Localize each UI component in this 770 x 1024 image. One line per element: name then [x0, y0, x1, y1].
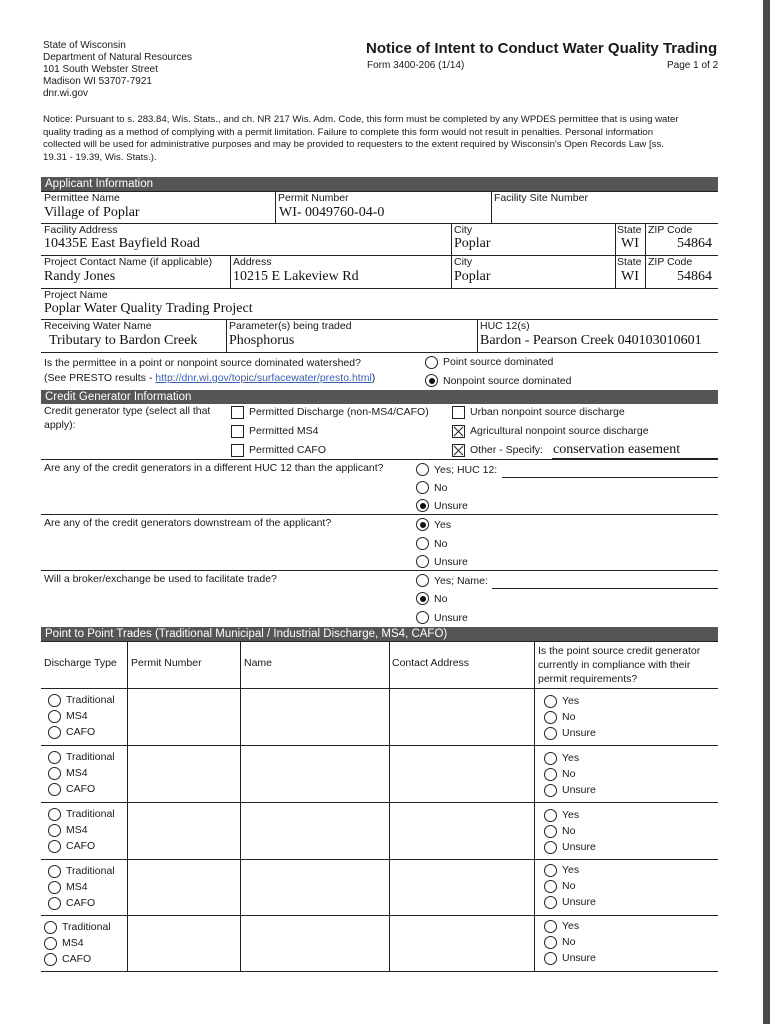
row3-cafo-radio[interactable] [48, 840, 61, 853]
row5-no-radio[interactable] [544, 936, 557, 949]
row5-cafo-label: CAFO [62, 953, 92, 965]
row5-unsure-label: Unsure [562, 952, 596, 964]
urban-nonpoint-label: Urban nonpoint source discharge [470, 406, 625, 418]
agency-line: dnr.wi.gov [43, 88, 89, 99]
other-checkbox[interactable] [452, 444, 465, 457]
row4-traditional-radio[interactable] [48, 865, 61, 878]
row2-ms4-label: MS4 [66, 767, 88, 779]
contact-state-label: State [617, 256, 642, 268]
contact-state-value[interactable]: WI [621, 269, 639, 284]
huc-yes-radio[interactable] [416, 463, 429, 476]
row5-yes-label: Yes [562, 920, 580, 932]
facility-zip-value[interactable]: 54864 [677, 236, 712, 251]
row1-ms4-label: MS4 [66, 710, 88, 722]
row1-cafo-radio[interactable] [48, 726, 61, 739]
row4-no-label: No [562, 880, 576, 892]
row2-traditional-label: Traditional [66, 751, 115, 763]
downstream-unsure-radio[interactable] [416, 555, 429, 568]
row2-cafo-radio[interactable] [48, 783, 61, 796]
facility-address-label: Facility Address [44, 224, 118, 236]
row4-unsure-radio[interactable] [544, 896, 557, 909]
permitted-cafo-checkbox[interactable] [231, 444, 244, 457]
facility-address-value[interactable]: 10435E East Bayfield Road [44, 236, 200, 251]
permit-number-value[interactable]: WI- 0049760-04-0 [279, 205, 385, 220]
row5-no-label: No [562, 936, 576, 948]
row1-traditional-radio[interactable] [48, 694, 61, 707]
row5-ms4-radio[interactable] [44, 937, 57, 950]
permitted-discharge-checkbox[interactable] [231, 406, 244, 419]
row3-no-radio[interactable] [544, 825, 557, 838]
contact-zip-value[interactable]: 54864 [677, 269, 712, 284]
huc-unsure-label: Unsure [434, 500, 468, 512]
permitted-cafo-label: Permitted CAFO [249, 444, 327, 456]
huc-label: HUC 12(s) [480, 320, 530, 332]
point-source-radio[interactable] [425, 356, 438, 369]
broker-unsure-radio[interactable] [416, 611, 429, 624]
compliance-header-line: Is the point source credit generator [538, 645, 701, 657]
row4-yes-label: Yes [562, 864, 580, 876]
row2-no-radio[interactable] [544, 768, 557, 781]
parameters-label: Parameter(s) being traded [229, 320, 352, 332]
compliance-header-line: currently in compliance with their [538, 659, 691, 671]
section-applicant-information: Applicant Information [41, 177, 718, 191]
form-title: Notice of Intent to Conduct Water Quality Trading [366, 40, 718, 57]
point-source-label: Point source dominated [443, 356, 554, 368]
row3-yes-label: Yes [562, 809, 580, 821]
nonpoint-source-label: Nonpoint source dominated [443, 375, 572, 387]
nonpoint-source-radio[interactable] [425, 374, 438, 387]
contact-city-label: City [454, 256, 473, 268]
row1-yes-label: Yes [562, 695, 580, 707]
row5-yes-radio[interactable] [544, 920, 557, 933]
row1-unsure-label: Unsure [562, 727, 596, 739]
row4-traditional-label: Traditional [66, 865, 115, 877]
agency-line: State of Wisconsin [43, 40, 126, 51]
downstream-unsure-label: Unsure [434, 556, 468, 568]
credit-type-label-2: apply): [44, 419, 76, 431]
agency-line: Department of Natural Resources [43, 52, 192, 63]
row5-traditional-label: Traditional [62, 921, 111, 933]
urban-nonpoint-checkbox[interactable] [452, 406, 465, 419]
row2-ms4-radio[interactable] [48, 767, 61, 780]
permit-number-label: Permit Number [278, 192, 349, 204]
permitted-ms4-checkbox[interactable] [231, 425, 244, 438]
watershed-question: Is the permittee in a point or nonpoint source dominated watershed? [44, 357, 361, 369]
row4-cafo-radio[interactable] [48, 897, 61, 910]
row3-traditional-radio[interactable] [48, 808, 61, 821]
compliance-header-line: permit requirements? [538, 673, 638, 685]
facility-site-number-label: Facility Site Number [494, 192, 588, 204]
broker-no-label: No [434, 593, 448, 605]
contact-zip-label: ZIP Code [648, 256, 693, 268]
row5-traditional-radio[interactable] [44, 921, 57, 934]
row3-yes-radio[interactable] [544, 809, 557, 822]
row1-no-label: No [562, 711, 576, 723]
huc-no-label: No [434, 482, 448, 494]
contact-address-value[interactable]: 10215 E Lakeview Rd [233, 269, 359, 284]
row1-unsure-radio[interactable] [544, 727, 557, 740]
row1-yes-radio[interactable] [544, 695, 557, 708]
agency-line: Madison WI 53707-7921 [43, 76, 152, 87]
notice-line: collected will be used for administrative purposes and may be provided to requesters to the extent required by Wisconsin's Open Records Law [ss. [43, 139, 664, 150]
downstream-yes-radio[interactable] [416, 518, 429, 531]
row4-yes-radio[interactable] [544, 864, 557, 877]
permitted-discharge-label: Permitted Discharge (non-MS4/CAFO) [249, 406, 429, 418]
huc-no-radio[interactable] [416, 481, 429, 494]
row3-ms4-label: MS4 [66, 824, 88, 836]
broker-question: Will a broker/exchange be used to facilitate trade? [44, 573, 277, 585]
downstream-yes-label: Yes [434, 519, 452, 531]
project-name-value[interactable]: Poplar Water Quality Trading Project [44, 301, 253, 316]
page-number: Page 1 of 2 [667, 60, 719, 71]
presto-link[interactable]: http://dnr.wi.gov/topic/surfacewater/presto.html [155, 372, 372, 384]
row2-unsure-label: Unsure [562, 784, 596, 796]
row2-unsure-radio[interactable] [544, 784, 557, 797]
agency-line: 101 South Webster Street [43, 64, 158, 75]
project-contact-label: Project Contact Name (if applicable) [44, 256, 213, 268]
permittee-name-label: Permittee Name [44, 192, 120, 204]
row4-ms4-radio[interactable] [48, 881, 61, 894]
row1-traditional-label: Traditional [66, 694, 115, 706]
notice-line: Notice: Pursuant to s. 283.84, Wis. Stats., and ch. NR 217 Wis. Adm. Code, this form must be completed by any WPDES permittee that is using water [43, 114, 679, 125]
huc-yes-label: Yes; HUC 12: [434, 464, 498, 476]
row3-traditional-label: Traditional [66, 808, 115, 820]
row4-ms4-label: MS4 [66, 881, 88, 893]
contact-city-value[interactable]: Poplar [454, 269, 491, 284]
state-label: State [617, 224, 642, 236]
row4-no-radio[interactable] [544, 880, 557, 893]
project-name-label: Project Name [44, 289, 108, 301]
broker-yes-radio[interactable] [416, 574, 429, 587]
agricultural-nonpoint-checkbox[interactable] [452, 425, 465, 438]
huc-question: Are any of the credit generators in a different HUC 12 than the applicant? [44, 462, 384, 474]
row2-cafo-label: CAFO [66, 783, 96, 795]
col-compliance [538, 644, 700, 686]
parameters-value[interactable]: Phosphorus [229, 333, 295, 348]
permittee-name-value[interactable]: Village of Poplar [44, 205, 140, 220]
broker-unsure-label: Unsure [434, 612, 468, 624]
row5-unsure-radio[interactable] [544, 952, 557, 965]
notice-text [43, 114, 719, 164]
form-number: Form 3400-206 (1/14) [367, 60, 465, 71]
presto-note-suffix: ) [371, 372, 376, 384]
row2-no-label: No [562, 768, 576, 780]
row3-cafo-label: CAFO [66, 840, 96, 852]
row3-no-label: No [562, 825, 576, 837]
other-specify-value[interactable]: conservation easement [553, 442, 681, 457]
row1-ms4-radio[interactable] [48, 710, 61, 723]
facility-city-value[interactable]: Poplar [454, 236, 491, 251]
huc-value[interactable]: Bardon - Pearson Creek 040103010601 [480, 333, 702, 348]
row1-no-radio[interactable] [544, 711, 557, 724]
row3-ms4-radio[interactable] [48, 824, 61, 837]
row5-ms4-label: MS4 [62, 937, 84, 949]
agricultural-nonpoint-label: Agricultural nonpoint source discharge [470, 425, 649, 437]
col-permit-number: Permit Number [131, 657, 202, 669]
scan-edge [763, 0, 770, 1024]
col-contact-address: Contact Address [392, 657, 470, 669]
watershed-presto-note [44, 372, 375, 384]
other-label: Other - Specify: [470, 444, 543, 456]
row2-traditional-radio[interactable] [48, 751, 61, 764]
facility-state-value[interactable]: WI [621, 236, 639, 251]
huc-unsure-radio[interactable] [416, 499, 429, 512]
row3-unsure-label: Unsure [562, 841, 596, 853]
agency-address [43, 40, 192, 100]
receiving-water-value[interactable]: Tributary to Bardon Creek [49, 333, 198, 348]
city-label: City [454, 224, 473, 236]
row3-unsure-radio[interactable] [544, 841, 557, 854]
notice-line: quality trading as a method of complying with a permit limitation. Failure to complete this form would not result in penalties. Personal information [43, 126, 654, 138]
project-contact-value[interactable]: Randy Jones [44, 269, 116, 284]
row2-yes-radio[interactable] [544, 752, 557, 765]
row2-yes-label: Yes [562, 752, 580, 764]
row5-cafo-radio[interactable] [44, 953, 57, 966]
col-discharge-type: Discharge Type [44, 657, 117, 669]
row4-unsure-label: Unsure [562, 896, 596, 908]
downstream-no-radio[interactable] [416, 537, 429, 550]
section-credit-generator: Credit Generator Information [41, 390, 718, 404]
section-point-to-point-trades: Point to Point Trades (Traditional Municipal / Industrial Discharge, MS4, CAFO) [41, 627, 718, 641]
contact-address-label: Address [233, 256, 272, 268]
permitted-ms4-label: Permitted MS4 [249, 425, 319, 437]
receiving-water-label: Receiving Water Name [44, 320, 152, 332]
downstream-no-label: No [434, 538, 448, 550]
presto-note-prefix: (See PRESTO results - [44, 372, 156, 384]
broker-yes-label: Yes; Name: [434, 575, 488, 587]
credit-type-label: Credit generator type (select all that [44, 405, 211, 417]
downstream-question: Are any of the credit generators downstream of the applicant? [44, 517, 332, 529]
row1-cafo-label: CAFO [66, 726, 96, 738]
row4-cafo-label: CAFO [66, 897, 96, 909]
notice-line: 19.31 - 19.39, Wis. Stats.). [43, 151, 157, 163]
col-name: Name [244, 657, 273, 669]
zip-code-label: ZIP Code [648, 224, 693, 236]
broker-no-radio[interactable] [416, 592, 429, 605]
